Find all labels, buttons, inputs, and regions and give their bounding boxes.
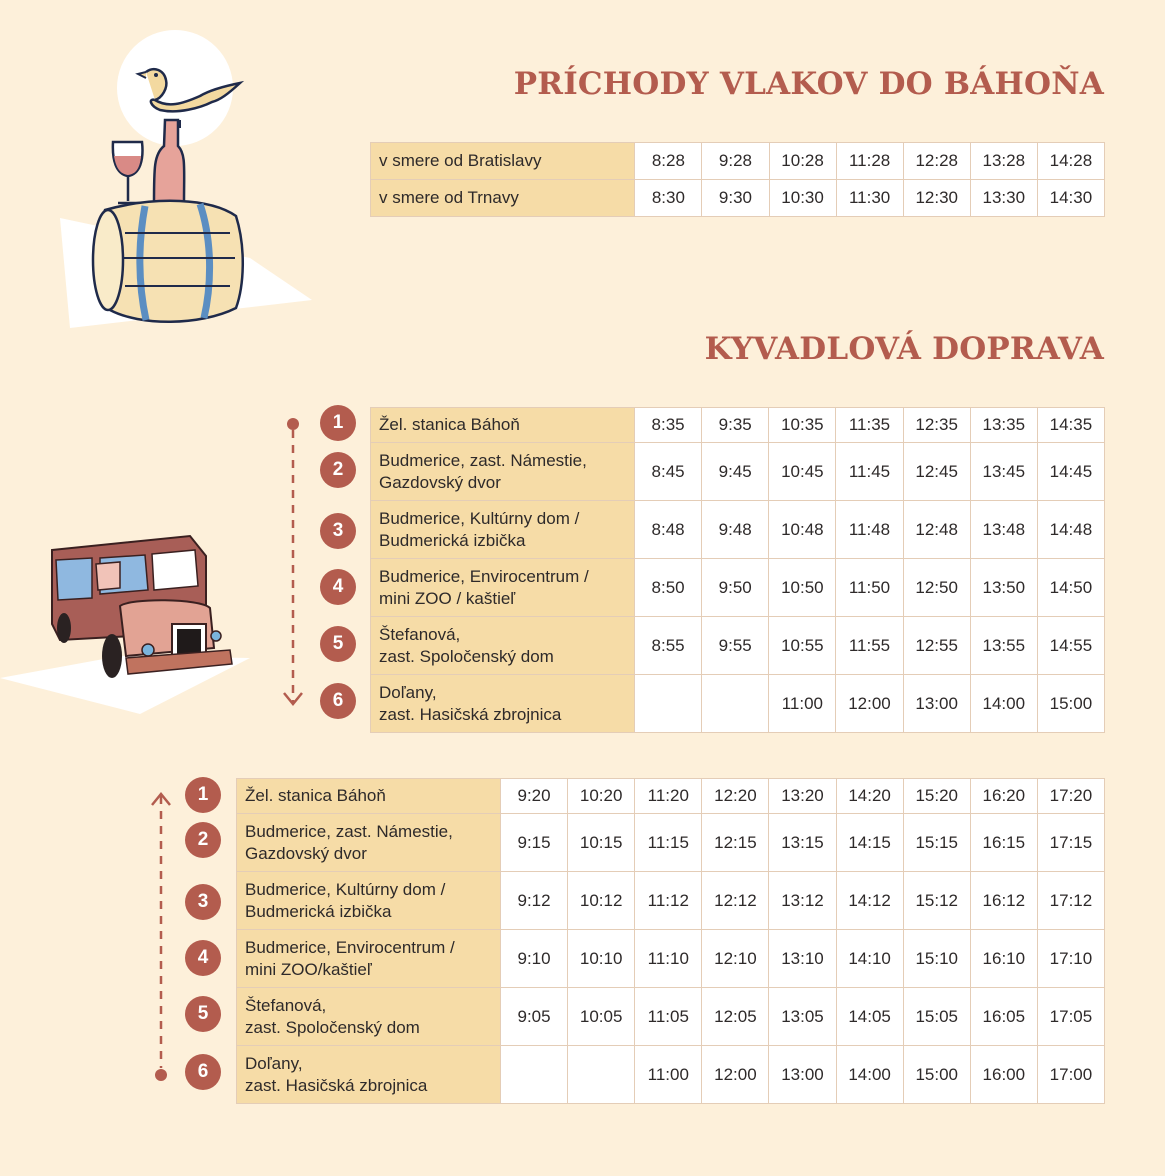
time-cell: 9:50 xyxy=(702,559,769,617)
stop-name-line: Doľany, xyxy=(379,682,437,702)
time-cell: 13:05 xyxy=(769,988,836,1046)
stop-number-badge: 6 xyxy=(185,1054,221,1090)
time-cell: 14:28 xyxy=(1037,143,1104,180)
time-cell: 14:12 xyxy=(836,872,903,930)
time-cell: 14:00 xyxy=(970,675,1037,733)
stop-row xyxy=(371,501,1105,559)
stop-label xyxy=(371,559,635,617)
time-cell: 12:28 xyxy=(903,143,970,180)
stop-number-badge: 4 xyxy=(185,940,221,976)
stop-label xyxy=(371,443,635,501)
time-cell: 17:10 xyxy=(1037,930,1104,988)
shuttle-heading: KYVADLOVÁ DOPRAVA xyxy=(704,331,1104,367)
stop-row xyxy=(237,1046,1105,1104)
time-cell: 10:10 xyxy=(568,930,635,988)
time-cell: 15:12 xyxy=(903,872,970,930)
time-cell: 8:45 xyxy=(635,443,702,501)
time-cell: 15:10 xyxy=(903,930,970,988)
time-cell: 10:48 xyxy=(769,501,836,559)
time-cell: 10:05 xyxy=(568,988,635,1046)
time-cell: 14:48 xyxy=(1037,501,1104,559)
stop-label xyxy=(237,930,501,988)
time-cell: 10:35 xyxy=(769,408,836,443)
time-cell: 10:30 xyxy=(769,180,836,217)
time-cell: 16:10 xyxy=(970,930,1037,988)
time-cell: 10:15 xyxy=(568,814,635,872)
route-arrow-up xyxy=(148,792,174,1084)
stop-name-line: Budmerice, Kultúrny dom / xyxy=(379,508,580,528)
stop-number-badge: 6 xyxy=(320,683,356,719)
time-cell: 9:10 xyxy=(501,930,568,988)
time-cell: 8:50 xyxy=(635,559,702,617)
time-cell: 8:48 xyxy=(635,501,702,559)
time-cell: 10:20 xyxy=(568,779,635,814)
time-cell: 11:50 xyxy=(836,559,903,617)
time-cell: 12:15 xyxy=(702,814,769,872)
stop-name-line: zast. Spoločenský dom xyxy=(379,646,554,666)
stop-number-badge: 1 xyxy=(185,777,221,813)
time-cell: 14:15 xyxy=(836,814,903,872)
trains-heading: PRÍCHODY VLAKOV DO BÁHOŇA xyxy=(513,66,1104,102)
time-cell: 17:00 xyxy=(1037,1046,1104,1104)
time-cell: 9:48 xyxy=(702,501,769,559)
stop-row xyxy=(237,930,1105,988)
time-cell: 13:28 xyxy=(970,143,1037,180)
time-cell: 17:20 xyxy=(1037,779,1104,814)
time-cell xyxy=(702,675,769,733)
time-cell: 14:45 xyxy=(1037,443,1104,501)
stop-row xyxy=(237,779,1105,814)
stop-row xyxy=(237,988,1105,1046)
time-cell: 13:48 xyxy=(970,501,1037,559)
time-cell: 16:12 xyxy=(970,872,1037,930)
time-cell: 8:55 xyxy=(635,617,702,675)
time-cell: 10:50 xyxy=(769,559,836,617)
time-cell xyxy=(501,1046,568,1104)
time-cell: 16:20 xyxy=(970,779,1037,814)
stop-number-badge: 4 xyxy=(320,569,356,605)
time-cell: 11:00 xyxy=(635,1046,702,1104)
time-cell: 13:45 xyxy=(970,443,1037,501)
time-cell: 17:05 xyxy=(1037,988,1104,1046)
time-cell: 11:00 xyxy=(769,675,836,733)
time-cell: 13:20 xyxy=(769,779,836,814)
time-cell: 12:35 xyxy=(903,408,970,443)
train-arrivals-table xyxy=(370,142,1105,217)
shuttle-back-table xyxy=(236,778,1105,1104)
time-cell: 17:12 xyxy=(1037,872,1104,930)
time-cell: 10:45 xyxy=(769,443,836,501)
time-cell: 9:35 xyxy=(702,408,769,443)
time-cell: 16:15 xyxy=(970,814,1037,872)
time-cell: 11:12 xyxy=(635,872,702,930)
time-cell: 13:00 xyxy=(903,675,970,733)
stop-name-line: Budmerice, Kultúrny dom / xyxy=(245,879,446,899)
time-cell: 9:45 xyxy=(702,443,769,501)
time-cell: 12:50 xyxy=(903,559,970,617)
stop-label xyxy=(371,617,635,675)
stop-label xyxy=(237,988,501,1046)
stop-row xyxy=(371,408,1105,443)
time-cell: 14:05 xyxy=(836,988,903,1046)
time-cell: 15:00 xyxy=(903,1046,970,1104)
time-cell: 16:00 xyxy=(970,1046,1037,1104)
stop-row xyxy=(237,814,1105,872)
stop-row xyxy=(371,559,1105,617)
stop-name-line: Budmerice, zast. Námestie, xyxy=(379,450,587,470)
time-cell: 9:15 xyxy=(501,814,568,872)
time-cell: 9:30 xyxy=(702,180,769,217)
time-cell: 9:20 xyxy=(501,779,568,814)
stop-name-line: mini ZOO/kaštieľ xyxy=(245,959,372,979)
stop-name-line: Štefanová, xyxy=(245,995,327,1015)
stop-number-badge: 1 xyxy=(320,405,356,441)
time-cell: 14:50 xyxy=(1037,559,1104,617)
time-cell: 13:55 xyxy=(970,617,1037,675)
time-cell: 8:30 xyxy=(635,180,702,217)
stop-name-line: Budmerická izbička xyxy=(245,901,392,921)
wine-barrel-bird-icon xyxy=(50,28,320,338)
direction-label: v smere od Trnavy xyxy=(371,180,635,217)
time-cell: 12:45 xyxy=(903,443,970,501)
bus-icon xyxy=(0,528,260,718)
route-arrow-down xyxy=(280,414,306,710)
stop-name-line: Gazdovský dvor xyxy=(379,472,501,492)
time-cell: 15:00 xyxy=(1037,675,1104,733)
stop-number-badge: 5 xyxy=(185,996,221,1032)
stop-name-line: Doľany, xyxy=(245,1053,303,1073)
stop-name-line: Budmerická izbička xyxy=(379,530,526,550)
time-cell: 10:55 xyxy=(769,617,836,675)
time-cell: 15:20 xyxy=(903,779,970,814)
time-cell: 11:30 xyxy=(836,180,903,217)
stop-number-badge: 2 xyxy=(320,452,356,488)
time-cell: 8:35 xyxy=(635,408,702,443)
time-cell: 9:12 xyxy=(501,872,568,930)
time-cell: 15:05 xyxy=(903,988,970,1046)
time-cell: 16:05 xyxy=(970,988,1037,1046)
time-cell: 12:00 xyxy=(702,1046,769,1104)
time-cell: 13:35 xyxy=(970,408,1037,443)
time-cell: 12:10 xyxy=(702,930,769,988)
time-cell: 11:15 xyxy=(635,814,702,872)
stop-name-line: Žel. stanica Báhoň xyxy=(379,415,520,434)
stop-label xyxy=(237,1046,501,1104)
time-cell: 9:55 xyxy=(702,617,769,675)
time-cell xyxy=(635,675,702,733)
stop-name-line: Budmerice, Envirocentrum / xyxy=(245,937,455,957)
time-cell: 13:15 xyxy=(769,814,836,872)
stop-label xyxy=(371,675,635,733)
time-cell: 11:10 xyxy=(635,930,702,988)
time-cell: 11:28 xyxy=(836,143,903,180)
time-cell: 13:30 xyxy=(970,180,1037,217)
time-cell: 11:05 xyxy=(635,988,702,1046)
time-cell: 12:00 xyxy=(836,675,903,733)
time-cell: 12:48 xyxy=(903,501,970,559)
time-cell: 12:05 xyxy=(702,988,769,1046)
time-cell: 11:55 xyxy=(836,617,903,675)
time-cell: 17:15 xyxy=(1037,814,1104,872)
stop-number-badge: 3 xyxy=(185,884,221,920)
direction-label: v smere od Bratislavy xyxy=(371,143,635,180)
time-cell: 12:12 xyxy=(702,872,769,930)
time-cell xyxy=(568,1046,635,1104)
stop-label xyxy=(371,408,635,443)
stop-label xyxy=(237,814,501,872)
stop-label xyxy=(237,872,501,930)
time-cell: 14:35 xyxy=(1037,408,1104,443)
shuttle-forward-table xyxy=(370,407,1105,733)
stop-label xyxy=(371,501,635,559)
stop-name-line: mini ZOO / kaštieľ xyxy=(379,588,516,608)
time-cell: 9:05 xyxy=(501,988,568,1046)
train-row xyxy=(371,143,1105,180)
stop-row xyxy=(371,617,1105,675)
time-cell: 11:48 xyxy=(836,501,903,559)
time-cell: 9:28 xyxy=(702,143,769,180)
stop-number-badge: 5 xyxy=(320,626,356,662)
time-cell: 11:20 xyxy=(635,779,702,814)
stop-row xyxy=(371,675,1105,733)
stop-name-line: zast. Hasičská zbrojnica xyxy=(379,704,562,724)
time-cell: 11:35 xyxy=(836,408,903,443)
time-cell: 10:28 xyxy=(769,143,836,180)
time-cell: 12:30 xyxy=(903,180,970,217)
time-cell: 14:30 xyxy=(1037,180,1104,217)
time-cell: 13:12 xyxy=(769,872,836,930)
time-cell: 13:10 xyxy=(769,930,836,988)
stop-name-line: Budmerice, zast. Námestie, xyxy=(245,821,453,841)
stop-row xyxy=(237,872,1105,930)
time-cell: 15:15 xyxy=(903,814,970,872)
stop-name-line: Gazdovský dvor xyxy=(245,843,367,863)
stop-name-line: Štefanová, xyxy=(379,624,461,644)
stop-name-line: zast. Spoločenský dom xyxy=(245,1017,420,1037)
stop-number-badge: 3 xyxy=(320,513,356,549)
train-row xyxy=(371,180,1105,217)
time-cell: 14:10 xyxy=(836,930,903,988)
time-cell: 14:20 xyxy=(836,779,903,814)
time-cell: 13:00 xyxy=(769,1046,836,1104)
stop-name-line: Budmerice, Envirocentrum / xyxy=(379,566,589,586)
stop-label xyxy=(237,779,501,814)
time-cell: 10:12 xyxy=(568,872,635,930)
time-cell: 14:00 xyxy=(836,1046,903,1104)
time-cell: 11:45 xyxy=(836,443,903,501)
time-cell: 14:55 xyxy=(1037,617,1104,675)
time-cell: 8:28 xyxy=(635,143,702,180)
stop-name-line: zast. Hasičská zbrojnica xyxy=(245,1075,428,1095)
stop-name-line: Žel. stanica Báhoň xyxy=(245,786,386,805)
time-cell: 12:55 xyxy=(903,617,970,675)
time-cell: 12:20 xyxy=(702,779,769,814)
stop-row xyxy=(371,443,1105,501)
time-cell: 13:50 xyxy=(970,559,1037,617)
stop-number-badge: 2 xyxy=(185,822,221,858)
